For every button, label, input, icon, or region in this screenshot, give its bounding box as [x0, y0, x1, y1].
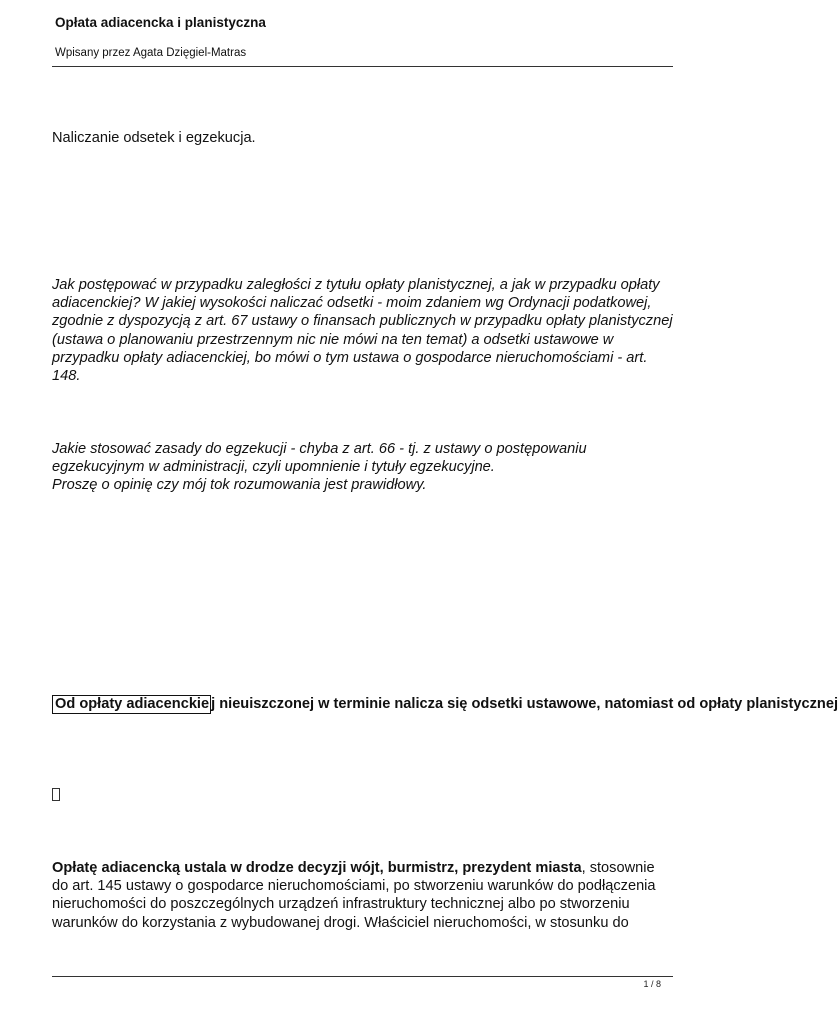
- answer-lead-rest: j nieuiszczonej w terminie nalicza się odsetki ustawowe, natomiast od opłaty planistycznej: [211, 696, 838, 712]
- question-paragraph-2: [52, 440, 677, 495]
- intro-paragraph: Naliczanie odsetek i egzekucja.: [52, 130, 256, 146]
- question-2-line-1: Jakie stosować zasady do egzekucji - chyba z art. 66 - tj. z ustawy o postępowaniu egzekucyjnym w administracji, czyli upomnienie i tytuły egzekucyjne.: [52, 441, 587, 476]
- final-body-text: , stosownie do art. 145 ustawy o gospodarce nieruchomościami, po stworzeniu warunków do podłączenia nieruchomości do poszczególnych urządzeń infrastruktury technicznej albo po stworzeniu warunków do korzystania z wybudowanej drogi. Właściciel nieruchomości, w stosunku do: [52, 860, 656, 931]
- page-header: [55, 14, 673, 60]
- answer-boxed-text: Od opłaty adiacenckie: [52, 695, 211, 714]
- author-line: Wpisany przez Agata Dzięgiel-Matras: [55, 47, 247, 59]
- document-title: Opłata adiacencka i planistyczna: [55, 15, 266, 30]
- page-number: 1 / 8: [643, 979, 661, 989]
- footer-divider: [52, 976, 673, 977]
- question-2-line-2: Proszę o opinię czy mój tok rozumowania jest prawidłowy.: [52, 477, 427, 494]
- missing-glyph-icon: [52, 788, 60, 801]
- final-bold-lead: Opłatę adiacencką ustala w drodze decyzji wójt, burmistrz, prezydent miasta: [52, 860, 582, 876]
- question-paragraph-1: Jak postępować w przypadku zaległości z tytułu opłaty planistycznej, a jak w przypadku opłaty adiacenckiej? W jakiej wysokości naliczać odsetki - moim zdaniem wg Ordynacji podatkowej, zgodnie z dyspozycją z art. 67 ustawy o finansach publicznych w przypadku opłaty planistycznej (ustawa o planowaniu przestrzennym nic nie mówi na ten temat) a odsetki ustawowe w przypadku opłaty adiacenckiej, bo mówi o tym ustawa o gospodarce nieruchomościami - art. 148.: [52, 277, 673, 385]
- final-paragraph: [52, 859, 662, 932]
- header-divider: [52, 66, 673, 67]
- answer-lead-paragraph: [52, 695, 838, 713]
